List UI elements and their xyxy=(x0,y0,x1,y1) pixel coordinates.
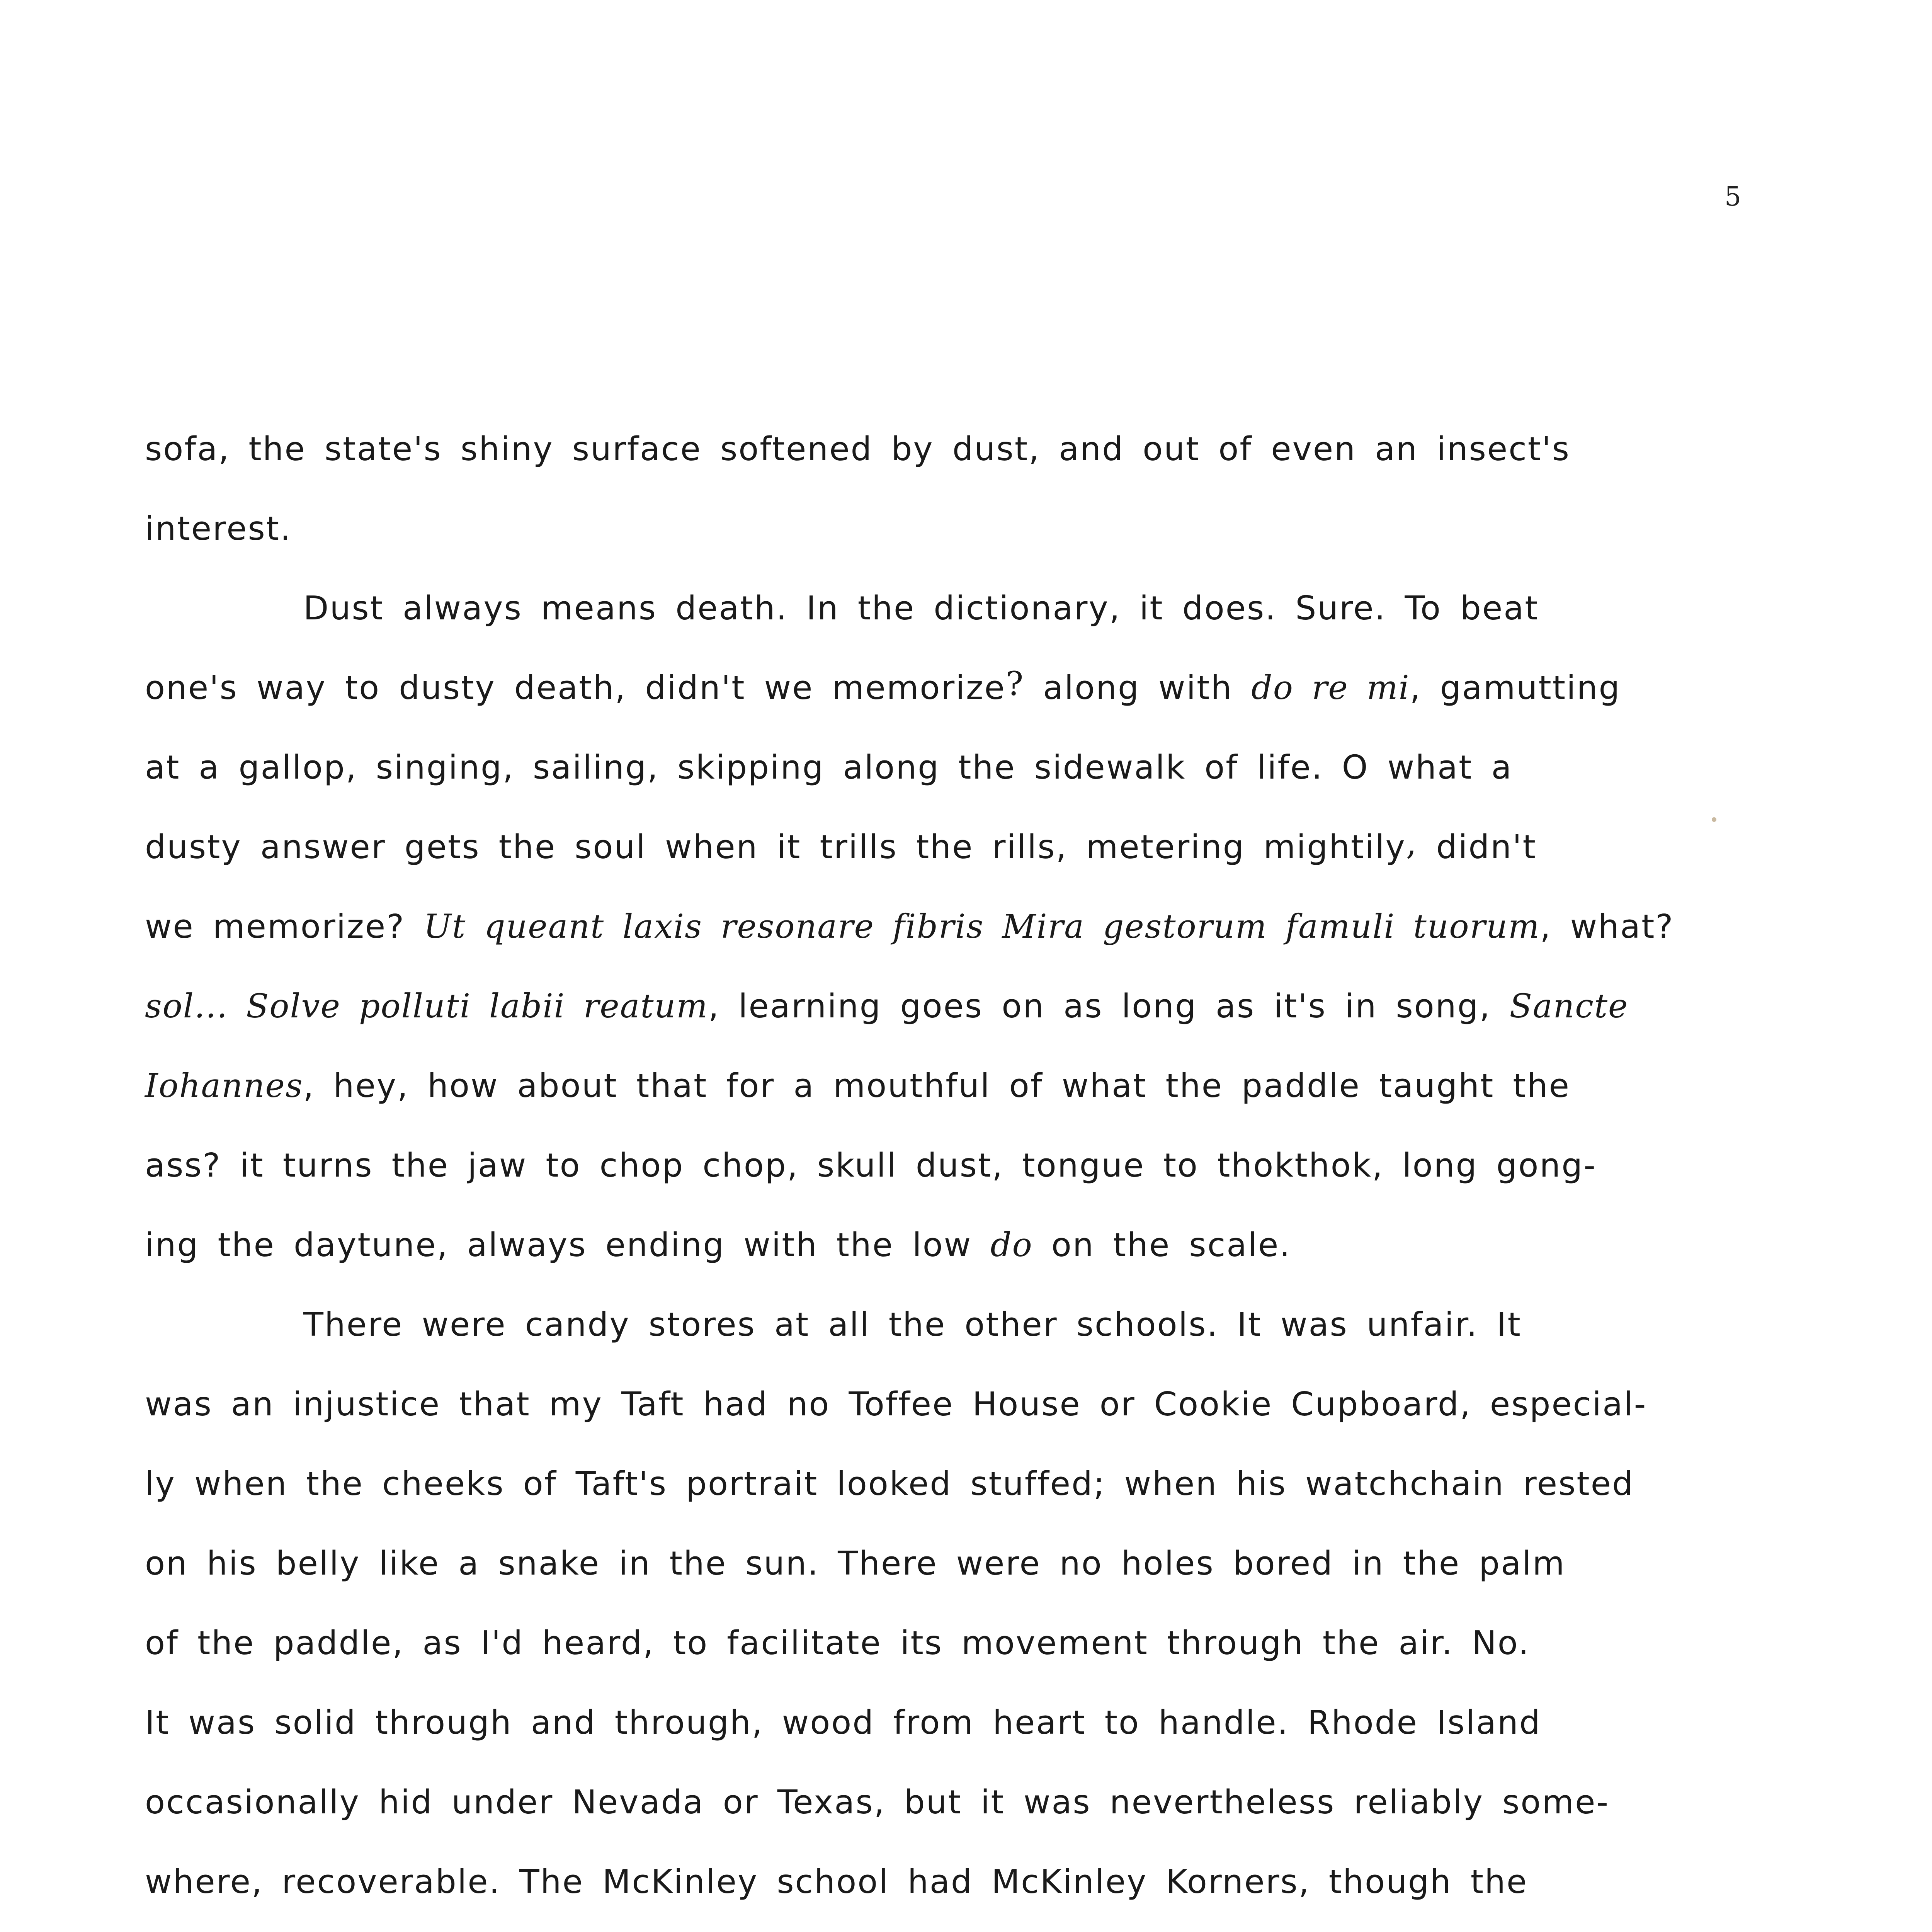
text-line: where, recoverable. The McKinley school had McKinley Korners, though the xyxy=(145,1863,1528,1901)
text-run: , hey, how about that for a mouthful of what the paddle taught the xyxy=(303,1067,1570,1105)
text-line: of the paddle, as I'd heard, to facilitate its movement through the air. No. xyxy=(145,1624,1530,1662)
text-line: at a gallop, singing, sailing, skipping along the sidewalk of life. O what a xyxy=(145,748,1513,787)
typescript-body xyxy=(145,410,1776,1932)
text-run: ing the daytune, always ending with the low xyxy=(145,1226,991,1264)
handwritten-question-mark: ? xyxy=(1005,665,1025,703)
page-number: 5 xyxy=(1725,182,1742,212)
paragraph-start-line: Dust always means death. In the dictionary, it does. Sure. To beat xyxy=(303,589,1539,628)
text-line: sofa, the state's shiny surface softened by dust, and out of even an insect's xyxy=(145,430,1570,468)
italic-text: sol... Solve polluti labii reatum xyxy=(145,987,708,1026)
text-line xyxy=(145,887,1776,967)
text-run: we memorize? xyxy=(145,908,424,946)
text-line: ly when the cheeks of Taft's portrait looked stuffed; when his watchchain rested xyxy=(145,1465,1634,1503)
text-run: , what? xyxy=(1540,908,1674,946)
text-line xyxy=(145,648,1776,728)
text-line xyxy=(145,808,1776,887)
text-line xyxy=(145,967,1776,1046)
paragraph-start-line: There were candy stores at all the other schools. It was unfair. It xyxy=(303,1306,1522,1344)
text-line: It was solid through and through, wood from heart to handle. Rhode Island xyxy=(145,1704,1541,1742)
handwritten-comma: , xyxy=(1406,824,1418,862)
text-run: on the scale. xyxy=(1032,1226,1291,1264)
text-line: ass? it turns the jaw to chop chop, skull dust, tongue to thokthok, long gong- xyxy=(145,1146,1597,1185)
text-run: dusty answer gets the soul when it trills the rills, metering mightily xyxy=(145,828,1406,866)
text-run: , gamutting xyxy=(1410,669,1621,707)
paper-speck xyxy=(1712,817,1716,822)
text-line: interest. xyxy=(145,510,292,548)
text-line xyxy=(145,1922,1776,1932)
italic-text: do xyxy=(990,1226,1033,1264)
text-line: on his belly like a snake in the sun. There were no holes bored in the palm xyxy=(145,1544,1566,1583)
italic-text: Sancte xyxy=(1509,987,1629,1026)
italic-text: do re mi xyxy=(1251,669,1410,707)
text-run: along with xyxy=(1024,669,1252,707)
text-line: was an injustice that my Taft had no Toffee House or Cookie Cupboard, especial- xyxy=(145,1385,1647,1423)
text-run: didn't xyxy=(1417,828,1537,866)
text-run: , learning goes on as long as it's in song, xyxy=(708,987,1510,1026)
text-run: one's way to dusty death, didn't we memorize xyxy=(145,669,1006,707)
text-line: occasionally hid under Nevada or Texas, but it was nevertheless reliably some- xyxy=(145,1783,1610,1821)
italic-text: Iohannes xyxy=(145,1067,303,1105)
text-line xyxy=(145,1206,1776,1285)
text-line xyxy=(145,1046,1776,1126)
italic-text: Ut queant laxis resonare fibris Mira gestorum famuli tuorum xyxy=(423,908,1540,946)
